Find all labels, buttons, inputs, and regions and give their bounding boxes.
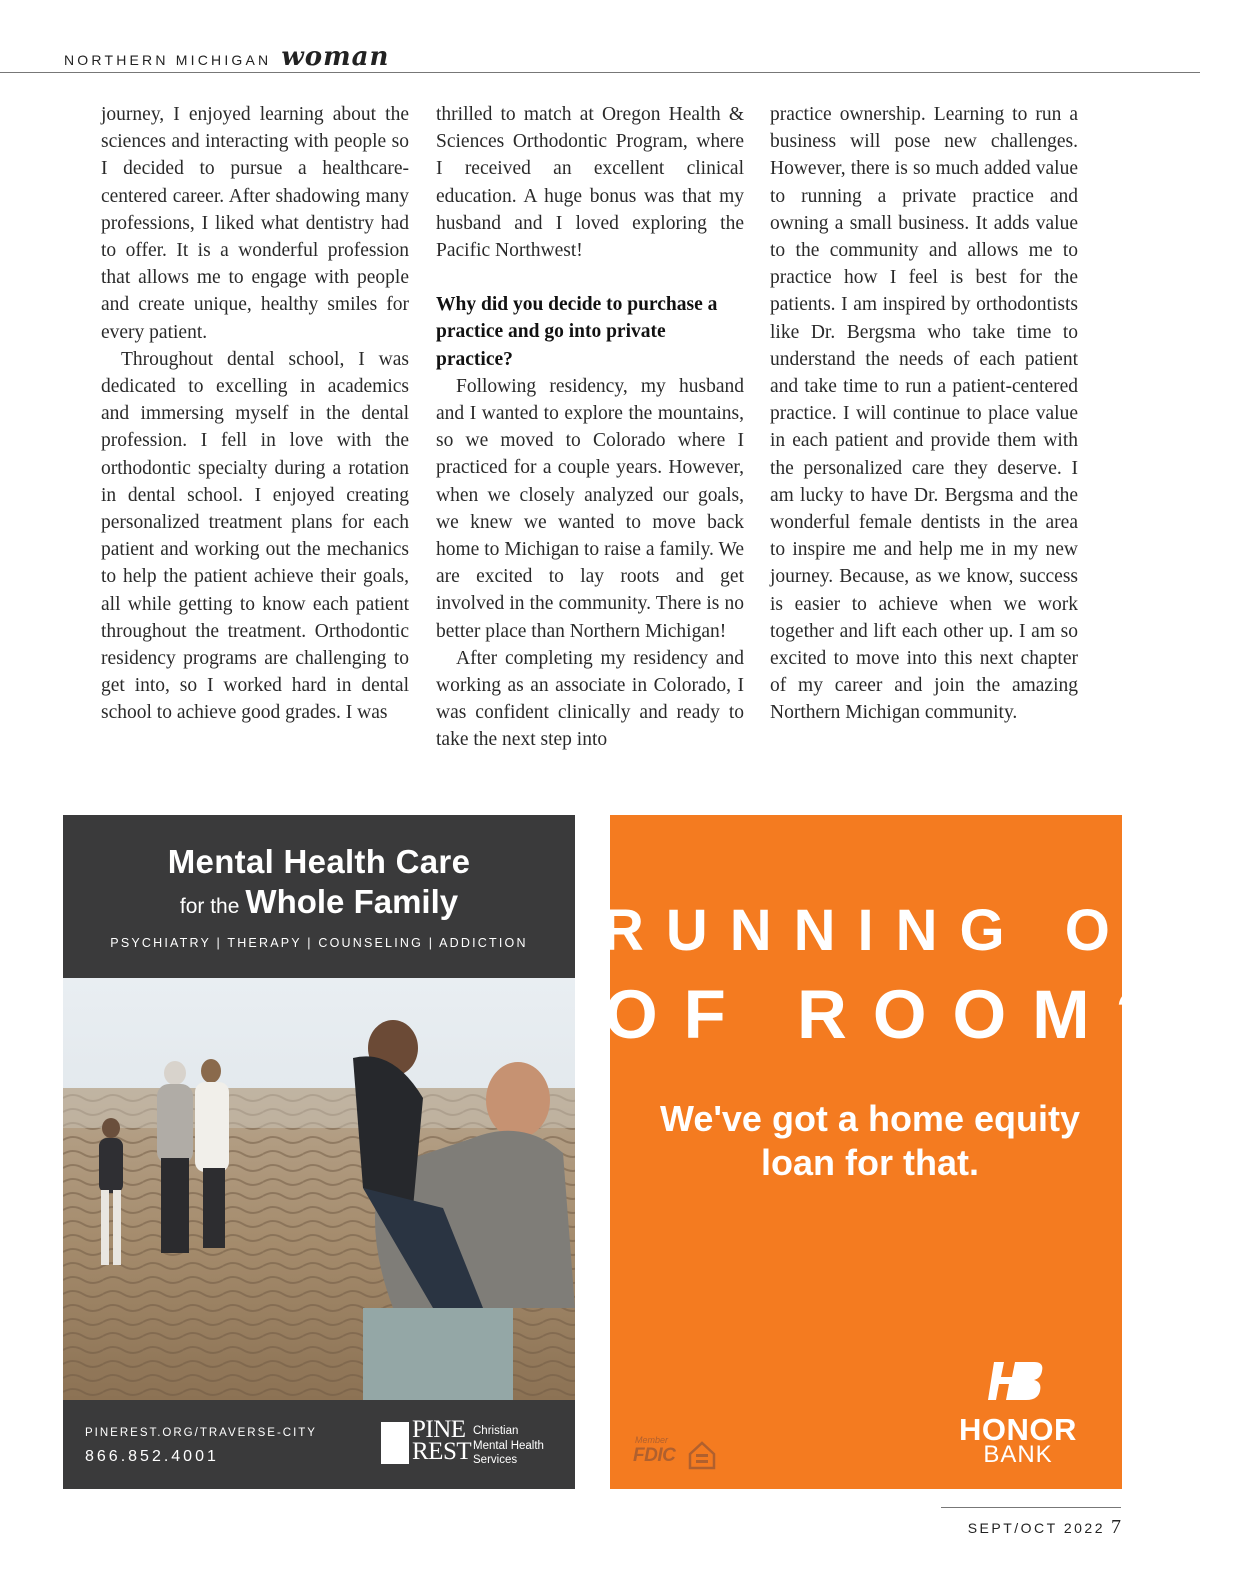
fdic-label: FDIC: [633, 1445, 676, 1466]
magazine-script-title: woman: [281, 42, 390, 72]
header-divider: [0, 72, 1200, 73]
fdic-badge: [633, 1435, 723, 1475]
page-number: 7: [1111, 1516, 1121, 1538]
paragraph: practice ownership. Learning to run a business will pose new challenges. However, there is so much added value to running a private practice and owning a small business. It adds value to the community and allows me to practice how I feel is best for the patients. I am inspired by orthodontists like Dr. Bergsma who take time to understand the needs of each patient and take time to run a patient-centered practice. I will continue to place value in each patient and provide them with the personalized care they deserve. I am lucky to have Dr. Bergsma and the wonderful female dentists in the area to inspire me and help me in my new journey. Because, as we know, success is easier to achieve when we work together and lift each other up. I am so excited to move into this next chapter of my career and join the amazing Northern Michigan community.: [770, 104, 1078, 724]
ad-phone-number[interactable]: 866.852.4001: [85, 1448, 219, 1465]
pinerest-logo-mark: [381, 1422, 409, 1464]
article-column-1: [101, 101, 409, 727]
paragraph: Following residency, my husband and I wanted to explore the mountains, so we moved to Colorado where I practiced for a couple years. However, when we closely analyzed our goals, we knew we wanted to move back home to Michigan to raise a family. We are excited to lay roots and get involved in the community. There is no better place than Northern Michigan!: [436, 375, 744, 642]
ad-website-link[interactable]: PINEREST.ORG/TRAVERSE-CITY: [85, 1427, 317, 1439]
logo-sub-line: Mental Health: [473, 1439, 544, 1452]
ad-title-small: for the: [179, 895, 240, 918]
page-footer: [968, 1516, 1121, 1539]
article-column-2: [436, 101, 744, 754]
logo-subtitle: [473, 1424, 544, 1468]
ad-footer: [63, 1400, 575, 1489]
equal-housing-icon: [688, 1440, 716, 1470]
bank-name-line2: BANK: [983, 1441, 1053, 1468]
interview-question: Why did you decide to purchase a practice and go into private practice?: [436, 294, 718, 370]
family-beach-photo: [63, 978, 575, 1400]
pinerest-logo: [381, 1416, 561, 1470]
hb-monogram-icon: [984, 1360, 1044, 1402]
ad-headline-line2: OF ROOM?: [604, 976, 1184, 1053]
article-column-3: [770, 101, 1078, 727]
paragraph: thrilled to match at Oregon Health & Sciences Orthodontic Program, where I received an excellent clinical education. A huge bonus was that my husband and I loved exploring the Pacific Northwest!: [436, 104, 744, 262]
logo-sub-line: Services: [473, 1454, 518, 1466]
fdic-member-label: Member: [635, 1435, 669, 1445]
honor-bank-logo: [938, 1360, 1098, 1470]
ad-subheadline-line1: We've got a home equity: [660, 1098, 1080, 1139]
honor-bank-advertisement[interactable]: [602, 815, 1253, 1489]
pinerest-advertisement[interactable]: [63, 815, 575, 1489]
ad-subheadline: [610, 1097, 1130, 1185]
logo-word-pine: PINE: [412, 1416, 466, 1443]
ad-services-list: PSYCHIATRY | THERAPY | COUNSELING | ADDICTION: [110, 936, 528, 950]
bank-name-line1: HONOR: [959, 1412, 1077, 1447]
logo-sub-line: Christian: [473, 1425, 519, 1437]
ad-subheadline-line2: loan for that.: [761, 1142, 979, 1183]
ad-header: [63, 815, 575, 978]
masthead: [64, 42, 389, 72]
logo-word-rest: REST: [412, 1438, 472, 1465]
ad-headline-line1: RUNNING OUT: [602, 898, 1253, 963]
ad-title-line2: [63, 883, 575, 921]
paragraph: Throughout dental school, I was dedicated to excelling in academics and immersing myself in the dental profession. I fell in love with the orthodontic specialty during a rotation in dental school. I enjoyed creating personalized treatment plans for each patient and working out the mechanics to help the patient achieve their goals, all while getting to know each patient throughout the treatment. Orthodontic residency programs are challenging to get into, so I worked hard in dental school to achieve good grades. I was: [101, 348, 409, 724]
paragraph: After completing my residency and working as an associate in Colorado, I was confident clinically and ready to take the next step into: [436, 647, 744, 751]
footer-divider: [941, 1507, 1121, 1508]
ad-title-big: Whole Family: [245, 883, 459, 920]
magazine-name: NORTHERN MICHIGAN: [64, 52, 272, 68]
issue-date: SEPT/OCT 2022: [967, 1520, 1105, 1536]
ad-title-line1: Mental Health Care: [167, 843, 471, 880]
paragraph: journey, I enjoyed learning about the sciences and interacting with people so I decided to pursue a healthcare-centered career. After shadowing many professions, I liked what dentistry had to offer. It is a wonderful profession that allows me to engage with people and create unique, healthy smiles for every patient.: [101, 104, 409, 343]
